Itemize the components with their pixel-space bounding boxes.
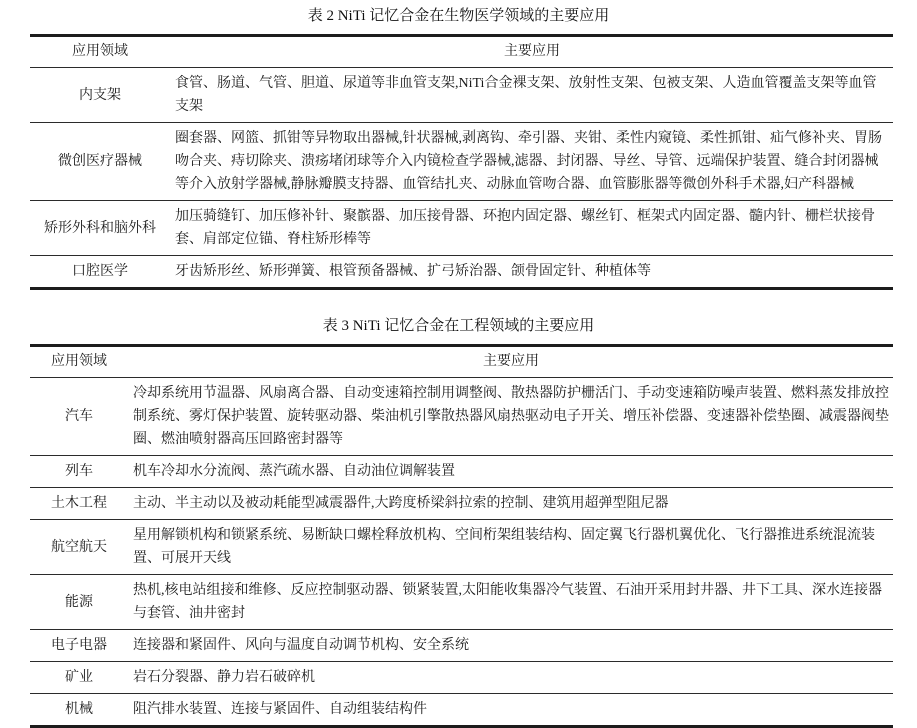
table-row bbox=[30, 67, 893, 122]
row-application-text: 牙齿矫形丝、矫形弹簧、根管预备器械、扩弓矫治器、颌骨固定针、种植体等 bbox=[175, 264, 651, 279]
table-row bbox=[30, 693, 893, 725]
row-area-label: 矫形外科和脑外科 bbox=[44, 220, 156, 236]
table-3-header-area: 应用领域 bbox=[51, 354, 107, 369]
row-area-label: 能源 bbox=[65, 594, 93, 610]
table-3 bbox=[30, 344, 893, 728]
row-area-label: 电子电器 bbox=[51, 638, 107, 653]
row-area-label: 微创医疗器械 bbox=[58, 154, 142, 169]
table-row bbox=[30, 200, 893, 255]
table-row bbox=[30, 519, 893, 574]
row-application-text: 加压骑缝钉、加压修补针、聚髌器、加压接骨器、环抱内固定器、螺丝钉、框架式内固定器、髓内针、栅栏状接骨套、肩部定位锚、脊柱矫形棒等 bbox=[175, 209, 875, 247]
row-application-text: 机车冷却水分流阀、蒸汽疏水器、自动油位调解装置 bbox=[133, 464, 455, 479]
table-row bbox=[30, 487, 893, 519]
table-row bbox=[30, 255, 893, 287]
table-2-title: 表 2 NiTi 记忆合金在生物医学领域的主要应用 bbox=[307, 8, 610, 24]
row-area-label: 土木工程 bbox=[51, 496, 107, 511]
table-3-title: 表 3 NiTi 记忆合金在工程领域的主要应用 bbox=[322, 318, 595, 334]
table-row bbox=[30, 629, 893, 661]
row-area-label: 内支架 bbox=[79, 87, 121, 103]
table-3-header-row bbox=[30, 347, 893, 377]
table-row bbox=[30, 455, 893, 487]
row-application-text: 食管、肠道、气管、胆道、尿道等非血管支架,NiTi合金裸支架、放射性支架、包被支架、人造血管覆盖支架等血管支架 bbox=[175, 76, 877, 114]
table-2-header-application: 主要应用 bbox=[504, 44, 560, 59]
row-application-text: 主动、半主动以及被动耗能型减震器件,大跨度桥梁斜拉索的控制、建筑用超弹型阻尼器 bbox=[133, 496, 669, 511]
row-area-label: 汽车 bbox=[65, 409, 93, 424]
row-application-text: 冷却系统用节温器、风扇离合器、自动变速箱控制用调整阀、散热器防护栅活门、手动变速箱防噪声装置、燃料蒸发排放控制系统、雾灯保护装置、旋转驱动器、柴油机引擎散热器风扇热驱动电子开关、增压补偿器、变速器补偿垫圈、减震器阀垫圈、燃油喷射器高压回路密封器等 bbox=[133, 386, 889, 447]
table-row bbox=[30, 661, 893, 693]
row-application-text: 星用解锁机构和锁紧系统、易断缺口螺栓释放机构、空间桁架组装结构、固定翼飞行器机翼优化、飞行器推进系统混流装置、可展开天线 bbox=[133, 528, 875, 566]
row-application-text: 连接器和紧固件、风向与温度自动调节机构、安全系统 bbox=[133, 638, 469, 653]
table-row bbox=[30, 574, 893, 629]
row-application-text: 热机,核电站组接和维修、反应控制驱动器、锁紧装置,太阳能收集器冷气装置、石油开采用封井器、井下工具、深水连接器与套管、油井密封 bbox=[133, 583, 882, 621]
table-3-header-application: 主要应用 bbox=[483, 354, 539, 369]
row-area-label: 矿业 bbox=[65, 670, 93, 685]
row-application-text: 岩石分裂器、静力岩石破碎机 bbox=[133, 670, 315, 685]
row-application-text: 圈套器、网篮、抓钳等异物取出器械,针状器械,剥离钩、牵引器、夹钳、柔性内窥镜、柔性抓钳、疝气修补夹、胃肠吻合夹、痔切除夹、溃疡堵闭球等介入内镜检查学器械,滤器、封闭器、导丝、导管、远端保护装置、缝合封闭器械等介入放射学器械,静脉瓣膜支持器、血管结扎夹、动脉血管吻合器、血管膨胀器等微创外科手术器,妇产科器械 bbox=[175, 131, 882, 192]
row-area-label: 航空航天 bbox=[51, 539, 107, 555]
table-2-header-row bbox=[30, 37, 893, 67]
row-area-label: 口腔医学 bbox=[72, 264, 128, 279]
table-row bbox=[30, 377, 893, 455]
row-area-label: 机械 bbox=[65, 702, 93, 717]
table-2 bbox=[30, 34, 893, 290]
table-row bbox=[30, 122, 893, 200]
table-2-header-area: 应用领域 bbox=[72, 44, 128, 59]
row-area-label: 列车 bbox=[65, 464, 93, 479]
row-application-text: 阻汽排水装置、连接与紧固件、自动组装结构件 bbox=[133, 702, 427, 717]
